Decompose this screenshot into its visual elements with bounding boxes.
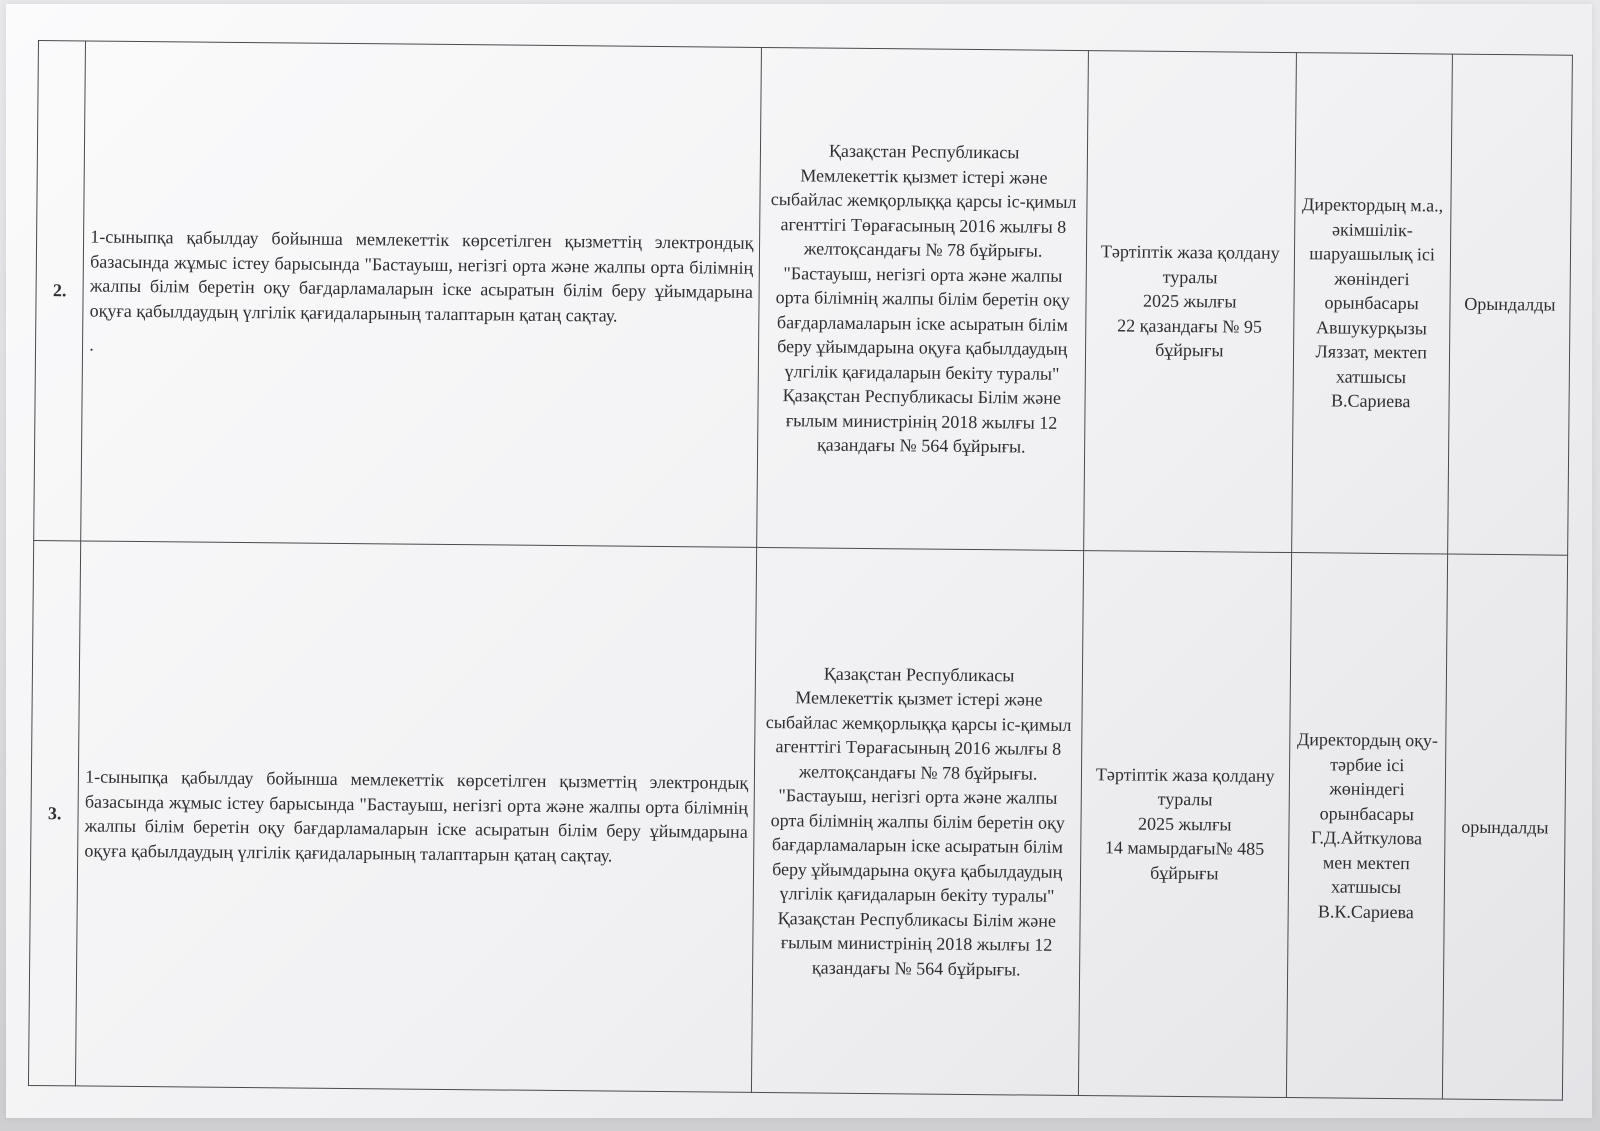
table-sheet — [28, 40, 1573, 1100]
status-cell: Орындалды — [1447, 54, 1572, 555]
task-description — [76, 541, 757, 1092]
responsible-persons: Директордың м.а., әкімшілік-шаруашылық ісі жөніндегі орынбасары Авшукурқызы Ляззат, мектеп хатшысы В.Сариева — [1291, 53, 1452, 554]
row-number: 2. — [34, 41, 86, 541]
task-description-text: 1-сыныпқа қабылдау бойынша мемлекеттік көрсетілген қызметтің электрондық базасында жұмыс істеу барысында "Бастауыш, негізгі орта және жалпы орта білімнің жалпы білім беретін оқу бағдарламаларын іске асыратын білім беру ұйымдарына оқуға қабылдаудың үлгілік қағидаларының талаптарын қатаң сақтау. — [84, 766, 749, 866]
disciplinary-order: Тәртіптік жаза қолдану туралы 2025 жылғы 14 мамырдағы№ 485 бұйрығы — [1078, 551, 1291, 1098]
disciplinary-order: Тәртіптік жаза қолдану туралы 2025 жылғы 22 қазандағы № 95 бұйрығы — [1084, 51, 1296, 553]
responsible-persons: Директордың оқу-тәрбие ісі жөніндегі орынбасары Г.Д.Айткулова мен мектеп хатшысы В.К.Сариева — [1286, 553, 1447, 1099]
table-row — [28, 540, 1567, 1100]
task-description-text: 1-сыныпқа қабылдау бойынша мемлекеттік көрсетілген қызметтің электрондық базасында жұмыс істеу барысында "Бастауыш, негізгі орта және жалпы орта білімнің жалпы білім беретін оқу бағдарламаларын іске асыратын білім беру ұйымдарына оқуға қабылдаудың үлгілік қағидаларының талаптарын қатаң сақтау. — [89, 226, 754, 326]
task-description-note: . — [89, 334, 94, 355]
table-row — [34, 41, 1573, 556]
legal-basis: Қазақстан Республикасы Мемлекеттік қызмет істері және сыбайлас жемқорлыққа қарсы іс-қимыл агенттігі Төрағасының 2016 жылғы 8 желтоқсандағы № 78 бұйрығы. "Бастауыш, негізгі орта және жалпы орта білімнің жалпы білім беретін оқу бағдарламаларын іске асыратын білім беру ұйымдарына оқуға қабылдаудың үлгілік қағидаларын бекіту туралы" Қазақстан Республикасы Білім және ғылым министрінің 2018 жылғы 12 қазандағы № 564 бұйрығы. — [757, 47, 1089, 550]
document-page — [6, 4, 1592, 1118]
status-cell: орындалды — [1442, 554, 1567, 1100]
task-description — [81, 41, 762, 547]
legal-basis: Қазақстан Республикасы Мемлекеттік қызмет істері және сыбайлас жемқорлыққа қарсы іс-қимыл агенттігі Төрағасының 2016 жылғы 8 желтоқсандағы № 78 бұйрығы. "Бастауыш, негізгі орта және жалпы орта білімнің жалпы білім беретін оқу бағдарламаларын іске асыратын білім беру ұйымдарына оқуға қабылдаудың үлгілік қағидаларын бекіту туралы" Қазақстан Республикасы Білім және ғылым министрінің 2018 жылғы 12 қазандағы № 564 бұйрығы. — [752, 547, 1084, 1095]
report-table — [28, 40, 1573, 1101]
row-number: 3. — [28, 540, 80, 1085]
